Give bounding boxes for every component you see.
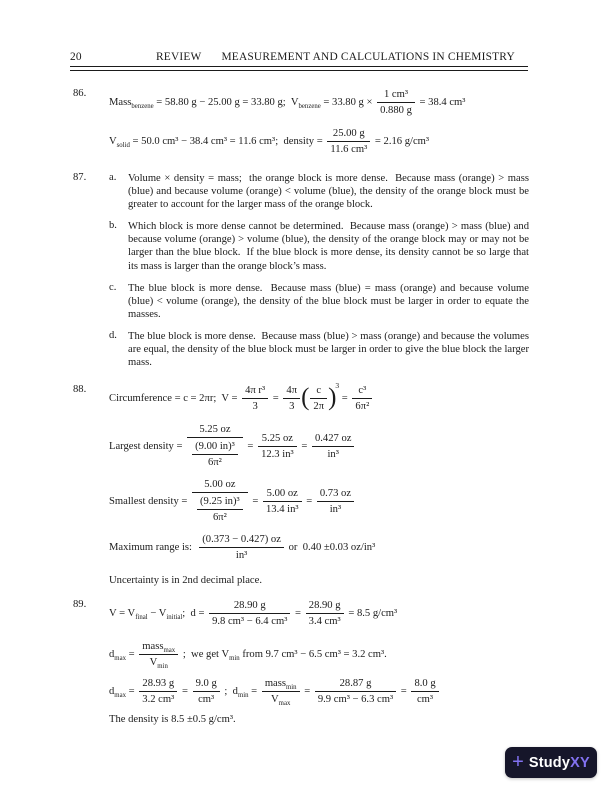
math-run: = 2.16 g/cm³ bbox=[372, 135, 430, 147]
math-run: = bbox=[339, 393, 351, 405]
fraction bbox=[310, 384, 327, 413]
fraction bbox=[192, 478, 248, 525]
frac-denominator: 3.2 cm³ bbox=[142, 694, 175, 706]
frac-numerator: 5.00 oz bbox=[192, 478, 248, 493]
fraction bbox=[283, 384, 300, 413]
logo-study-text: Study bbox=[528, 754, 571, 771]
fraction bbox=[327, 127, 370, 156]
page-number: 20 bbox=[70, 51, 82, 63]
problem-87-body bbox=[109, 172, 529, 372]
math-run: = bbox=[292, 608, 304, 620]
frac-denominator: 3 bbox=[252, 401, 258, 413]
frac-denominator: 2π bbox=[313, 401, 325, 413]
frac-numerator: 5.25 oz bbox=[187, 423, 243, 438]
final-answer: The density is 8.5 ±0.5 g/cm³. bbox=[109, 714, 236, 726]
frac-denominator: 6π² bbox=[208, 457, 222, 469]
logo-xy-text: XY bbox=[570, 754, 590, 771]
subscript: initial bbox=[166, 614, 183, 622]
math-run: Circumference = c = 2πr; V = bbox=[109, 393, 241, 405]
frac-denominator: cm³ bbox=[416, 694, 434, 706]
frac-numerator: (0.373 − 0.427) oz bbox=[199, 533, 284, 548]
problem-88-body bbox=[109, 381, 529, 587]
frac-denominator: 13.4 in³ bbox=[265, 504, 299, 516]
page-header bbox=[70, 51, 528, 71]
answer-text: The blue block is more dense. Because mass (blue) > mass (orange) and because the volumes are equal, the density of the blue block must be larger in order to give the blue block the larger mass. bbox=[128, 330, 529, 369]
subscript: min bbox=[286, 684, 297, 692]
math-run: = bbox=[270, 393, 282, 405]
fraction bbox=[315, 677, 396, 706]
frac-denominator: 9.8 cm³ − 6.4 cm³ bbox=[212, 616, 288, 628]
math-run: ; d = bbox=[182, 608, 208, 620]
formula-line-86-1 bbox=[109, 88, 529, 117]
math-run: = bbox=[244, 441, 257, 453]
fraction bbox=[312, 432, 354, 461]
frac-denominator: 12.3 in³ bbox=[261, 449, 294, 461]
math-run: d bbox=[109, 649, 115, 661]
problem-number: 86. bbox=[73, 88, 87, 99]
math-run: = 58.80 g − 25.00 g = 33.80 g; V bbox=[153, 96, 299, 108]
problem-87 bbox=[73, 172, 529, 372]
left-paren: ( bbox=[301, 383, 310, 411]
frac-numerator: (9.25 in)³ bbox=[197, 495, 243, 510]
answer-text: Volume × density = mass; the orange block is more dense. Because mass (orange) > mass (blue) and because volume (orange) < volume (blue), the density of the orange block must be greater to account for the larger mass of the orange block. bbox=[128, 173, 529, 211]
math-run: ; we get V bbox=[180, 649, 230, 661]
math-run: = 50.0 cm³ − 38.4 cm³ = 11.6 cm³; density = bbox=[129, 135, 326, 147]
subscript: max bbox=[114, 655, 126, 663]
subscript: max bbox=[114, 692, 126, 700]
subscript: solid bbox=[116, 142, 130, 150]
frac-denominator: 9.9 cm³ − 6.3 cm³ bbox=[317, 694, 394, 706]
frac-numerator: 4π r³ bbox=[242, 384, 268, 399]
frac-denominator bbox=[187, 438, 243, 470]
frac-numerator: 5.25 oz bbox=[258, 432, 297, 447]
header-section-label: REVIEW bbox=[156, 51, 202, 63]
problem-89-body bbox=[109, 599, 529, 725]
math-run: d bbox=[109, 686, 115, 698]
fraction bbox=[242, 384, 268, 413]
problem-88 bbox=[73, 381, 529, 587]
exponent: 3 bbox=[335, 381, 340, 391]
formula-line-89-1 bbox=[109, 599, 529, 628]
answer-87d bbox=[109, 330, 529, 369]
math-run: = bbox=[303, 496, 315, 508]
solutions-content bbox=[73, 88, 529, 725]
frac-numerator: (9.00 in)³ bbox=[192, 440, 238, 455]
fraction bbox=[411, 677, 438, 706]
answer-text: The blue block is more dense. Because mass (blue) = mass (orange) and because volume (blue) < volume (orange), the density of the blue block must be larger in order to equate the masses. bbox=[128, 282, 529, 320]
frac-numerator: mass$_{min}$ bbox=[262, 677, 300, 692]
frac-numerator: 0.73 oz bbox=[317, 487, 354, 502]
frac-denominator: in³ bbox=[235, 550, 248, 562]
frac-numerator: 4π bbox=[283, 384, 300, 399]
math-run: = bbox=[249, 496, 261, 508]
problem-86 bbox=[73, 88, 529, 156]
fraction bbox=[187, 423, 243, 470]
item-letter: c. bbox=[109, 281, 117, 293]
problem-number: 88. bbox=[73, 384, 87, 396]
subscript: benzene bbox=[298, 103, 321, 111]
frac-numerator: 0.427 oz bbox=[312, 432, 354, 447]
frac-denominator: 6π² bbox=[212, 512, 227, 524]
right-paren: ) bbox=[328, 383, 337, 411]
fraction bbox=[263, 487, 302, 516]
plus-icon: + bbox=[512, 750, 524, 773]
header-title: MEASUREMENT AND CALCULATIONS IN CHEMISTRY bbox=[221, 51, 515, 63]
frac-numerator: 1 cm³ bbox=[377, 88, 415, 103]
math-run: = bbox=[179, 686, 191, 698]
problem-number: 89. bbox=[73, 599, 87, 611]
note-uncertainty: Uncertainty is in 2nd decimal place. bbox=[109, 575, 262, 587]
math-run: from 9.7 cm³ − 6.5 cm³ = 3.2 cm³. bbox=[239, 649, 387, 661]
formula-line-88-1 bbox=[109, 381, 529, 413]
frac-denominator: $V_{max}$ bbox=[271, 694, 291, 708]
answer-87b bbox=[109, 220, 529, 272]
math-run: Maximum range is: bbox=[109, 542, 198, 554]
frac-denominator: 3.4 cm³ bbox=[308, 616, 341, 628]
logo-wordmark bbox=[529, 755, 590, 771]
math-run: − V bbox=[147, 608, 167, 620]
header-double-rule bbox=[70, 66, 528, 71]
formula-line-86-2 bbox=[109, 127, 529, 156]
item-letter: a. bbox=[109, 172, 117, 183]
math-run: or 0.40 ±0.03 oz/in³ bbox=[285, 542, 376, 554]
subscript: final bbox=[135, 614, 148, 622]
subscript: min bbox=[157, 663, 168, 671]
math-run: = bbox=[126, 649, 138, 661]
studyxy-logo bbox=[505, 747, 597, 778]
frac-numerator: c³ bbox=[352, 384, 372, 399]
frac-numerator: 28.90 g bbox=[209, 599, 290, 614]
item-letter: d. bbox=[109, 329, 117, 341]
fraction bbox=[377, 88, 415, 117]
frac-denominator: 6π² bbox=[355, 401, 370, 413]
subscript: max bbox=[163, 647, 176, 655]
math-run: V = V bbox=[109, 608, 136, 620]
frac-numerator: 28.93 g bbox=[139, 677, 177, 692]
frac-numerator: mass$_{max}$ bbox=[139, 640, 178, 655]
frac-denominator: in³ bbox=[329, 504, 342, 516]
math-run: V bbox=[109, 135, 117, 147]
subscript: max bbox=[278, 700, 291, 708]
frac-denominator: cm³ bbox=[198, 694, 215, 706]
subscript: min bbox=[229, 655, 240, 663]
fraction bbox=[199, 533, 284, 562]
nested-fraction bbox=[197, 495, 243, 524]
problem-86-body bbox=[109, 88, 529, 156]
subscript: benzene bbox=[131, 103, 154, 111]
fraction bbox=[262, 677, 300, 706]
frac-denominator: 0.880 g bbox=[380, 105, 412, 116]
frac-numerator: 28.87 g bbox=[315, 677, 396, 692]
fraction bbox=[258, 432, 297, 461]
frac-denominator: 3 bbox=[289, 401, 295, 413]
frac-numerator: 25.00 g bbox=[327, 127, 370, 142]
frac-numerator: 5.00 oz bbox=[263, 487, 302, 502]
formula-line-89-2 bbox=[109, 640, 529, 669]
fraction bbox=[317, 487, 354, 516]
formula-line-89-3 bbox=[109, 677, 529, 706]
frac-numerator: 28.90 g bbox=[306, 599, 344, 614]
math-run: = 38.4 cm³ bbox=[416, 96, 466, 108]
frac-numerator: c bbox=[310, 384, 327, 399]
running-head bbox=[70, 51, 528, 63]
math-run: = 33.80 g × bbox=[320, 96, 376, 108]
math-run: = 8.5 g/cm³ bbox=[345, 608, 398, 620]
frac-numerator: 9.0 g bbox=[193, 677, 220, 692]
formula-line-88-2 bbox=[109, 423, 529, 470]
fraction bbox=[209, 599, 290, 628]
formula-line-88-4 bbox=[109, 533, 529, 562]
answer-text: Which block is more dense cannot be determined. Because mass (orange) > mass (blue) and because volume (orange) > volume (blue), the density of the orange block may or may not be larger than the blue block. If the blue block is more dense, its density cannot be so large that its mass is larger than the orange block’s mass. bbox=[128, 221, 529, 272]
math-run: = bbox=[398, 686, 410, 698]
frac-numerator: 8.0 g bbox=[411, 677, 438, 692]
frac-denominator: $V_{min}$ bbox=[149, 657, 168, 671]
math-run: Largest density = bbox=[109, 441, 186, 453]
subscript: min bbox=[237, 692, 249, 700]
problem-89 bbox=[73, 599, 529, 725]
fraction bbox=[306, 599, 344, 628]
fraction bbox=[193, 677, 220, 706]
answer-87a bbox=[109, 172, 529, 211]
fraction bbox=[139, 640, 178, 669]
frac-denominator bbox=[192, 493, 248, 525]
math-run: Smallest density = bbox=[109, 496, 191, 508]
math-run: = bbox=[301, 686, 313, 698]
frac-denominator: 11.6 cm³ bbox=[330, 144, 368, 155]
fraction bbox=[352, 384, 372, 413]
math-run: = bbox=[126, 686, 138, 698]
item-letter: b. bbox=[109, 220, 117, 232]
nested-fraction bbox=[192, 440, 238, 469]
fraction bbox=[139, 677, 177, 706]
answer-87c bbox=[109, 282, 529, 321]
math-run: = bbox=[248, 686, 260, 698]
math-run: Mass bbox=[109, 96, 132, 108]
frac-denominator: in³ bbox=[327, 449, 339, 461]
problem-number: 87. bbox=[73, 172, 87, 183]
formula-line-88-3 bbox=[109, 478, 529, 525]
math-run: = bbox=[298, 441, 310, 453]
math-run: ; d bbox=[221, 686, 238, 698]
